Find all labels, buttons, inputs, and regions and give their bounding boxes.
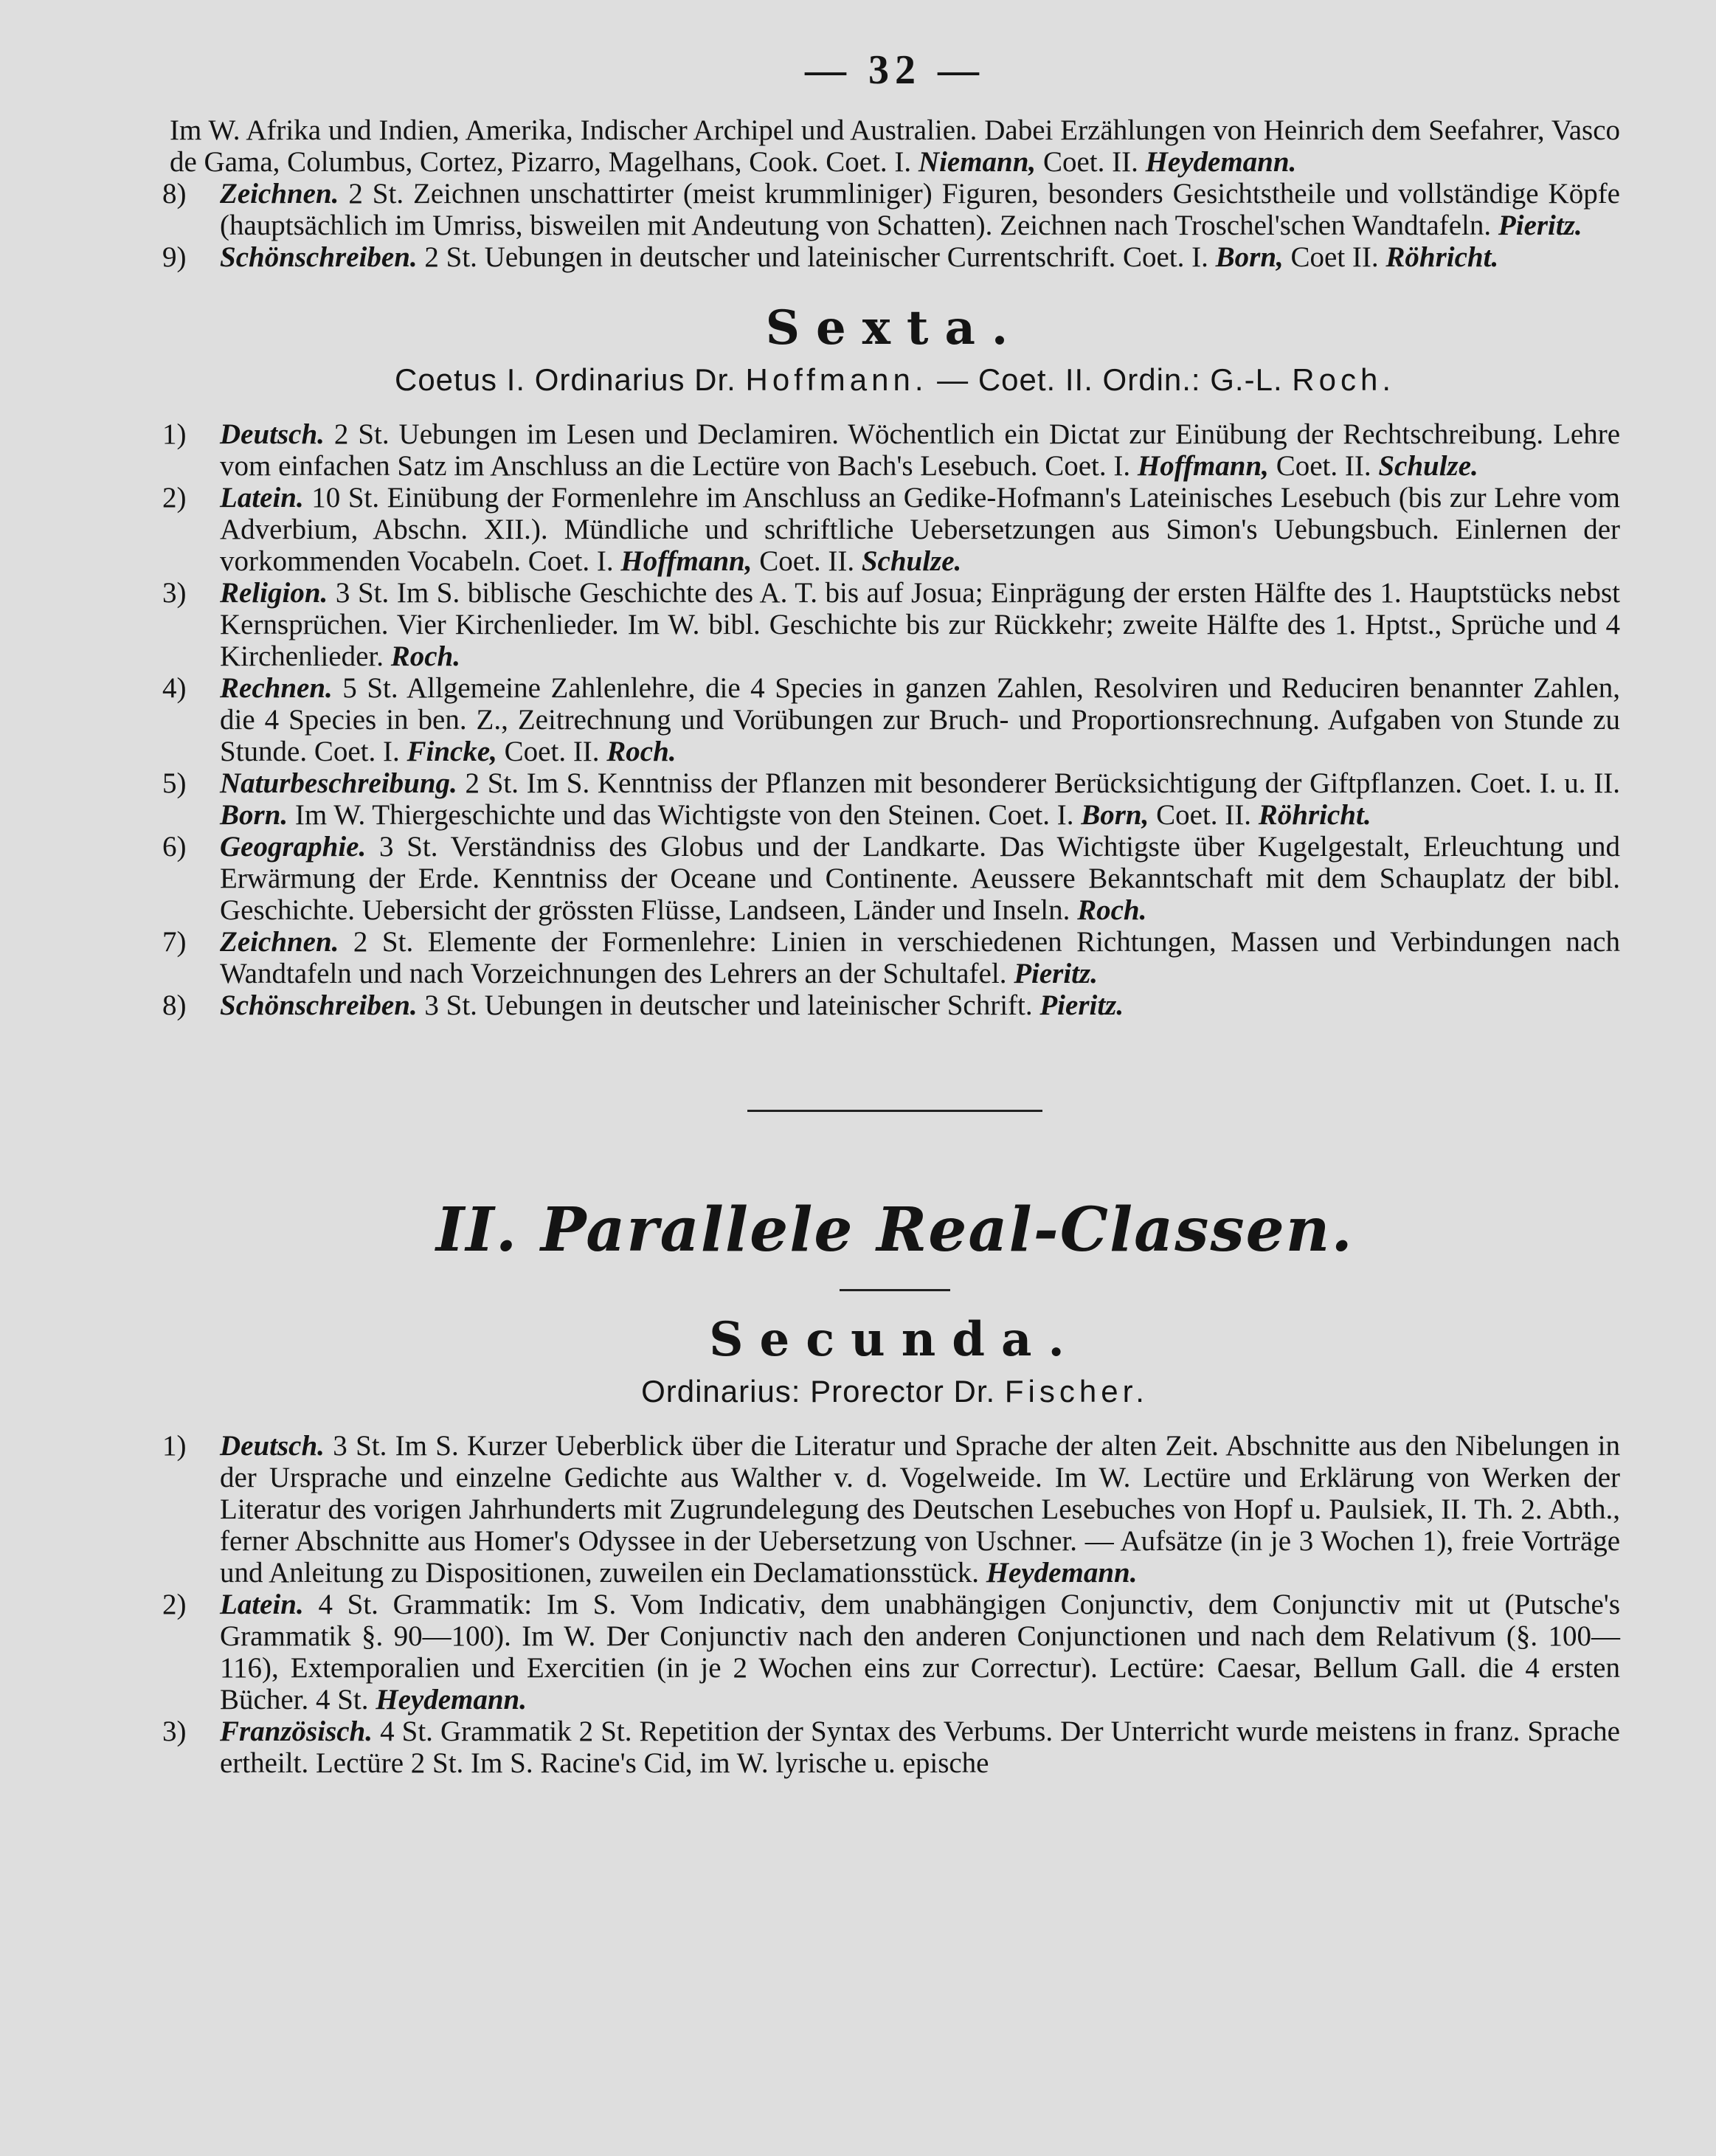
item-text-2: Coet II. [1283,241,1386,273]
course-item [162,1589,1620,1716]
page-number: — 32 — [805,47,985,93]
item-subject: Religion. [220,577,328,609]
course-item [162,482,1620,577]
item-number: 5) [162,767,187,799]
item-teacher: Heydemann. [986,1557,1138,1589]
ordinarius-name-b: Roch. [1292,362,1396,397]
item-number: 8) [162,178,187,210]
course-item [162,926,1620,989]
item-number: 8) [162,989,187,1021]
course-item [162,831,1620,926]
secunda-list [162,1430,1620,1779]
item-text: 2 St. Elemente der Formenlehre: Linien in verschiedenen Richtungen, Massen und Verbindungen nach Wandtafeln und nach Vorzeichnungen des Lehrers an der Schultafel. [220,926,1620,989]
item-text: 4 St. Grammatik: Im S. Vom Indicativ, dem unabhängigen Conjunctiv, dem Conjunctiv mit ut (Putsche's Grammatik §. 90—100). Im W. Der Conjunctiv nach den anderen Conjunctionen und nach dem Relativum (§. 100—116), Extemporalien und Exercitien (in je 2 Wochen eins zur Correctur). Lectüre: Caesar, Bellum Gall. die 4 ersten Bücher. 4 St. [220,1589,1620,1716]
course-item [162,672,1620,767]
item-teacher-2: Röhricht. [1385,241,1499,273]
item-subject: Latein. [220,482,304,514]
ordinarius-text-a: Coetus I. Ordinarius Dr. [394,362,736,397]
course-item [162,767,1620,831]
item-number: 1) [162,418,187,450]
item-subject: Schönschreiben. [220,989,418,1021]
separator-rule [747,1110,1042,1112]
item-number: 7) [162,926,187,958]
item-text: 5 St. Allgemeine Zahlenlehre, die 4 Species in ganzen Zahlen, Resolviren und Reduciren benannter Zahlen, die 4 Species in ben. Z., Zeitrechnung und Vorübungen zur Bruch- und Proportionsrechnung. Aufgaben von Stunde zu Stunde. Coet. I. [220,672,1620,767]
item-number: 2) [162,482,187,514]
intro-text: Im W. Afrika und Indien, Amerika, Indischer Archipel und Australien. Dabei Erzählungen von Heinrich dem Seefahrer, Vasco de Gama, Columbus, Cortez, Pizarro, Magelhans, Cook. Coet. I. [170,114,1620,178]
ordinarius-text: Ordinarius: Prorector Dr. [641,1374,996,1409]
sexta-ordinarius [170,361,1620,399]
item-teacher: Roch. [1077,894,1147,926]
item-text: 2 St. Zeichnen unschattirter (meist krummliniger) Figuren, besonders Gesichtstheile und vollständige Köpfe (hauptsächlich im Umriss, bisweilen mit Andeutung von Schatten). Zeichnen nach Troschel'schen Wandtafeln. [220,178,1620,241]
item-teacher: Born. [220,799,288,831]
item-subject: Deutsch. [220,418,325,450]
item-teacher-2: Schulze. [861,545,962,577]
course-item [162,1430,1620,1589]
course-item [162,989,1620,1021]
item-text: 3 St. Uebungen in deutscher und lateinischer Schrift. [417,989,1040,1021]
item-text-2: Coet. II. [1268,450,1379,482]
item-subject: Zeichnen. [220,178,339,210]
intro-paragraph [170,114,1620,178]
ordinarius-text-b: — Coet. II. Ordin.: G.-L. [937,362,1283,397]
item-text-2: Coet. II. [752,545,862,577]
item-teacher: Pieritz. [1498,210,1582,241]
item-teacher: Fincke, [406,736,497,767]
item-teacher: Roch. [390,640,460,672]
top-item-8 [162,178,1620,241]
item-teacher: Heydemann. [376,1684,527,1716]
separator-rule-small [840,1289,950,1291]
item-subject: Zeichnen. [220,926,339,958]
item-teacher-3: Röhricht. [1258,799,1371,831]
part-heading: II. Parallele Real-Classen. [436,1195,1354,1265]
item-subject: Deutsch. [220,1430,325,1462]
sexta-heading: Sexta. [765,300,1025,356]
item-text: 3 St. Verständniss des Globus und der Landkarte. Das Wichtigste über Kugelgestalt, Erleuchtung und Erwärmung der Erde. Kenntniss der Oceane und Continente. Aeussere Bekanntschaft mit dem Schauplatz der bibl. Geschichte. Uebersicht der grössten Flüsse, Landseen, Länder und Inseln. [220,831,1620,926]
item-teacher: Hoffmann, [1137,450,1269,482]
item-subject: Schönschreiben. [220,241,418,273]
item-subject: Rechnen. [220,672,333,704]
item-subject: Französisch. [220,1716,373,1747]
item-number: 3) [162,577,187,609]
secunda-ordinarius [170,1372,1620,1411]
intro-teacher-2: Heydemann. [1145,146,1297,178]
item-subject: Naturbeschreibung. [220,767,457,799]
intro-mid: Coet. II. [1036,146,1138,178]
item-number: 6) [162,831,187,863]
item-subject: Latein. [220,1589,304,1620]
item-teacher-2: Schulze. [1378,450,1478,482]
item-teacher: Pieritz. [1039,989,1124,1021]
item-text-3: Coet. II. [1149,799,1259,831]
item-number: 4) [162,672,187,704]
course-item [162,577,1620,672]
item-teacher: Pieritz. [1014,958,1098,989]
item-text: 2 St. Uebungen im Lesen und Declamiren. Wöchentlich ein Dictat zur Einübung der Rechtschreibung. Lehre vom einfachen Satz im Anschluss an die Lectüre von Bach's Lesebuch. Coet. I. [220,418,1620,482]
item-text: 4 St. Grammatik 2 St. Repetition der Syntax des Verbums. Der Unterricht wurde meistens in franz. Sprache ertheilt. Lectüre 2 St. Im S. Racine's Cid, im W. lyrische u. epische [220,1716,1620,1779]
course-item [162,1716,1620,1779]
item-text: 10 St. Einübung der Formenlehre im Anschluss an Gedike-Hofmann's Lateinisches Lesebuch (bis zur Lehre vom Adverbium, Abschn. XII.). Mündliche und schriftliche Uebersetzungen aus Simon's Uebungsbuch. Einlernen der vorkommenden Vocabeln. Coet. I. [220,482,1620,577]
secunda-heading: Secunda. [709,1312,1081,1367]
intro-teacher-1: Niemann, [918,146,1037,178]
item-text: 2 St. Uebungen in deutscher und lateinischer Currentschrift. Coet. I. [417,241,1216,273]
top-item-9 [162,241,1620,273]
item-number: 3) [162,1716,187,1747]
item-text-2: Coet. II. [497,736,607,767]
item-text: 3 St. Im S. biblische Geschichte des A. T. bis auf Josua; Einprägung der ersten Hälfte des 1. Hauptstücks nebst Kernsprüchen. Vier Kirchenlieder. Im W. bibl. Geschichte bis zur Rückkehr; zweite Hälfte des 1. Hptst., Sprüche und 4 Kirchenlieder. [220,577,1620,672]
item-number: 2) [162,1589,187,1620]
ordinarius-name: Fischer. [1004,1374,1149,1409]
item-text: 3 St. Im S. Kurzer Ueberblick über die Literatur und Sprache der alten Zeit. Abschnitte aus den Nibelungen in der Ursprache und einzelne Gedichte aus Walther v. d. Vogelweide. Im W. Lectüre und Erklärung von Werken der Literatur des vorigen Jahrhunderts mit Zugrundelegung des Deutschen Lesebuches von Hopf u. Paulsiek, II. Th. 2. Abth., ferner Abschnitte aus Homer's Odyssee in der Uebersetzung von Uschner. — Aufsätze (in je 3 Wochen 1), freie Vorträge und Anleitung zu Dispositionen, zuweilen ein Declamationsstück. [220,1430,1620,1589]
item-subject: Geographie. [220,831,367,863]
item-teacher-2: Roch. [606,736,677,767]
course-item [162,418,1620,482]
item-number: 9) [162,241,187,273]
item-text: 2 St. Im S. Kenntniss der Pflanzen mit besonderer Berücksichtigung der Giftpflanzen. Coet. I. u. II. [457,767,1620,799]
item-teacher: Born, [1215,241,1284,273]
ordinarius-name-a: Hoffmann. [745,362,928,397]
item-number: 1) [162,1430,187,1462]
item-text-2: Im W. Thiergeschichte und das Wichtigste von den Steinen. Coet. I. [288,799,1082,831]
item-teacher-2: Born, [1081,799,1149,831]
sexta-list [162,418,1620,1021]
item-teacher: Hoffmann, [620,545,753,577]
